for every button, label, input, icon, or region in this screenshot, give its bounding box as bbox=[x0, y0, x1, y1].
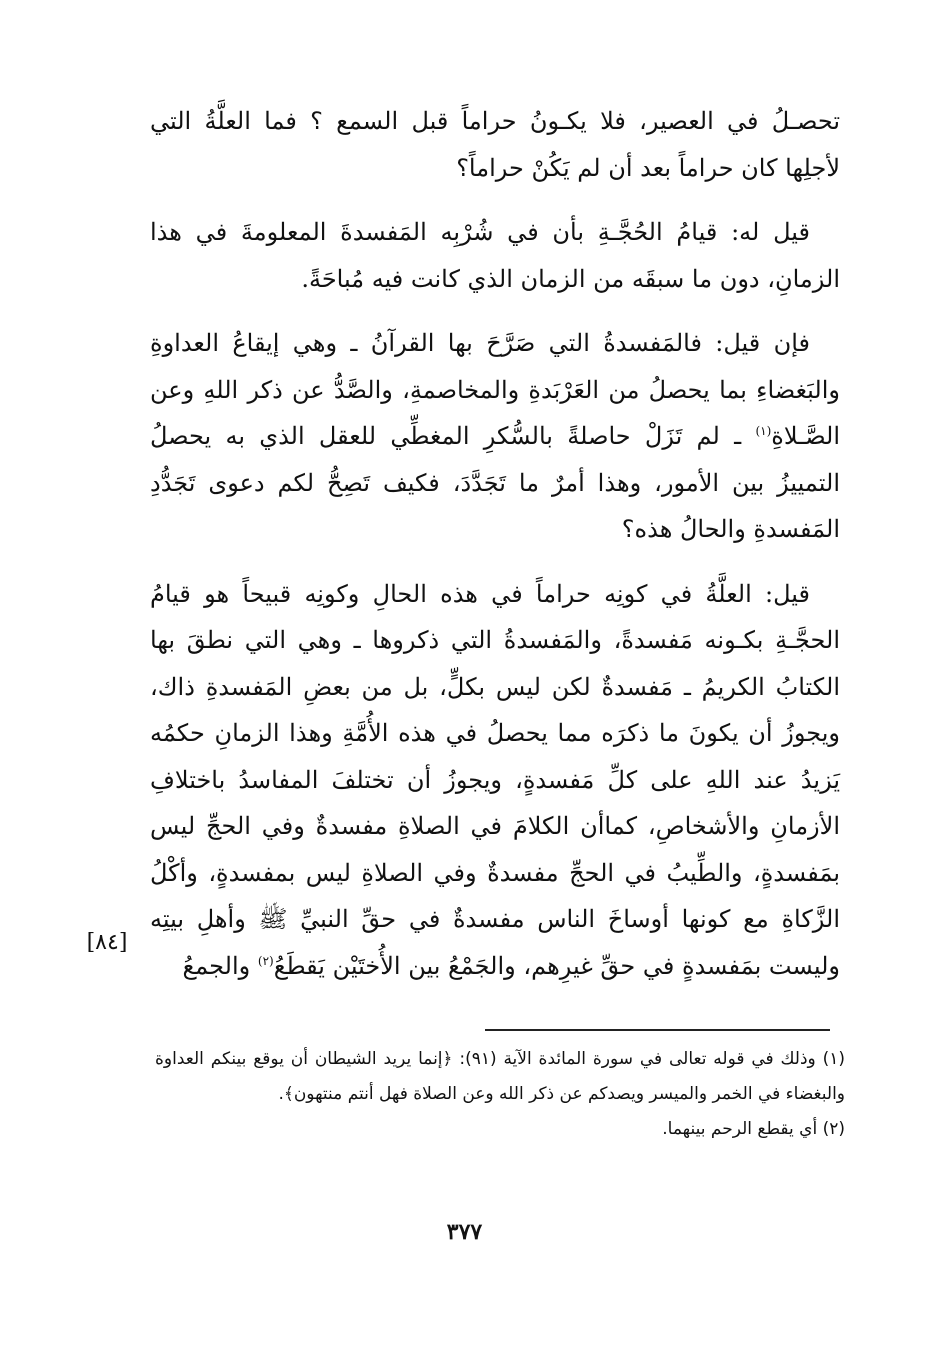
footnote-2: (٢) أي يقطع الرحم بينهما. bbox=[662, 1119, 845, 1139]
main-text bbox=[150, 98, 840, 1007]
paragraph-3 bbox=[150, 320, 840, 553]
footnote-1: (١) وذلك في قوله تعالى في سورة المائدة الآية (٩١): ﴿إنما يريد الشيطان أن يوقع بينكم العداوة والبغضاء في الخمر والميسر ويصدكم عن ذكر الله وعن الصلاة فهل أنتم منتهون﴾. bbox=[155, 1049, 845, 1104]
paragraph-1: تحصـلُ في العصير، فلا يكـونُ حراماً قبل السمع ؟ فما العلَّةُ التي لأجلِها كان حراماً بعد أن لم يَكُنْ حراماً؟ bbox=[150, 107, 840, 182]
paragraph-4 bbox=[150, 571, 840, 990]
footnote-divider bbox=[485, 1029, 830, 1031]
page-number: ٣٧٧ bbox=[446, 1219, 483, 1245]
footnote-marker-2[interactable]: (٢) bbox=[257, 953, 274, 968]
margin-page-reference: [٨٤] bbox=[86, 930, 128, 955]
paragraph-4-part-1: قيل: العلَّةُ في كونِه حراماً في هذه الحالِ وكونِه قبيحاً هو قيامُ الحجَّـةِ بكـونه مَفسدةً، والمَفسدةُ التي ذكروها ـ وهي التي نطقَ بها الكتابُ الكريمُ ـ مَفسدةٌ لكن ليس بكلٍّ، بل من بعضِ المَفسدةِ ذاك، ويجوزُ أن يكونَ ما ذكرَه مما يحصلُ في هذه الأُمَّةِ وهذا الزمانِ حكمُه يَزيدُ عند اللهِ على كلِّ مَفسدةٍ، ويجوزُ أن تختلفَ المفاسدُ باختلافِ الأزمانِ والأشخاصِ، كماأن الكلامَ في الصلاةِ مفسدةٌ وفي الحجِّ ليس بمَفسدةٍ، والطِّيبُ في الحجِّ مفسدةٌ وفي الصلاةِ ليس بمفسدةٍ، وأكْلُ الزَّكاةِ مع كونها أوساخَ الناس مفسدةٌ في حقِّ النبيِّ ﷺ وأهلِ بيتِه وليست بمَفسدةٍ في حقِّ غيرِهم، والجَمْعُ بين الأُختَيْن يَقطَعُ bbox=[150, 579, 841, 980]
footnotes bbox=[155, 1042, 845, 1147]
paragraph-2: قيل له: قيامُ الحُجَّـةِ بأن في شُرْبِه المَفسدةَ المعلومةَ في هذا الزمانِ، دون ما سبقَه من الزمان الذي كانت فيه مُباحَةً. bbox=[150, 218, 840, 293]
footnote-marker-1[interactable]: (١) bbox=[755, 424, 772, 438]
paragraph-3-part-2: ـ لم تَزَلْ حاصلةً بالسُّكرِ المغطِّي للعقل الذي به يحصلُ التمييزُ بين الأمور، وهذا أمرٌ ما تَجَدَّدَ، فكيف تَصِحُّ لكم دعوى تَجَدُّدِ المَفسدةِ والحالُ هذه؟ bbox=[150, 422, 840, 543]
paragraph-3-part-1: فإن قيل: فالمَفسدةُ التي صَرَّحَ بها القرآنُ ـ وهي إيقاعُ العداوةِ والبَغضاءِ بما يحصلُ من العَرْبَدةِ والمخاصمةِ، والصَّدُّ عن ذكر اللهِ وعن الصَّـلاةِ bbox=[150, 329, 840, 450]
paragraph-4-part-2: والجمعُ bbox=[182, 951, 251, 980]
